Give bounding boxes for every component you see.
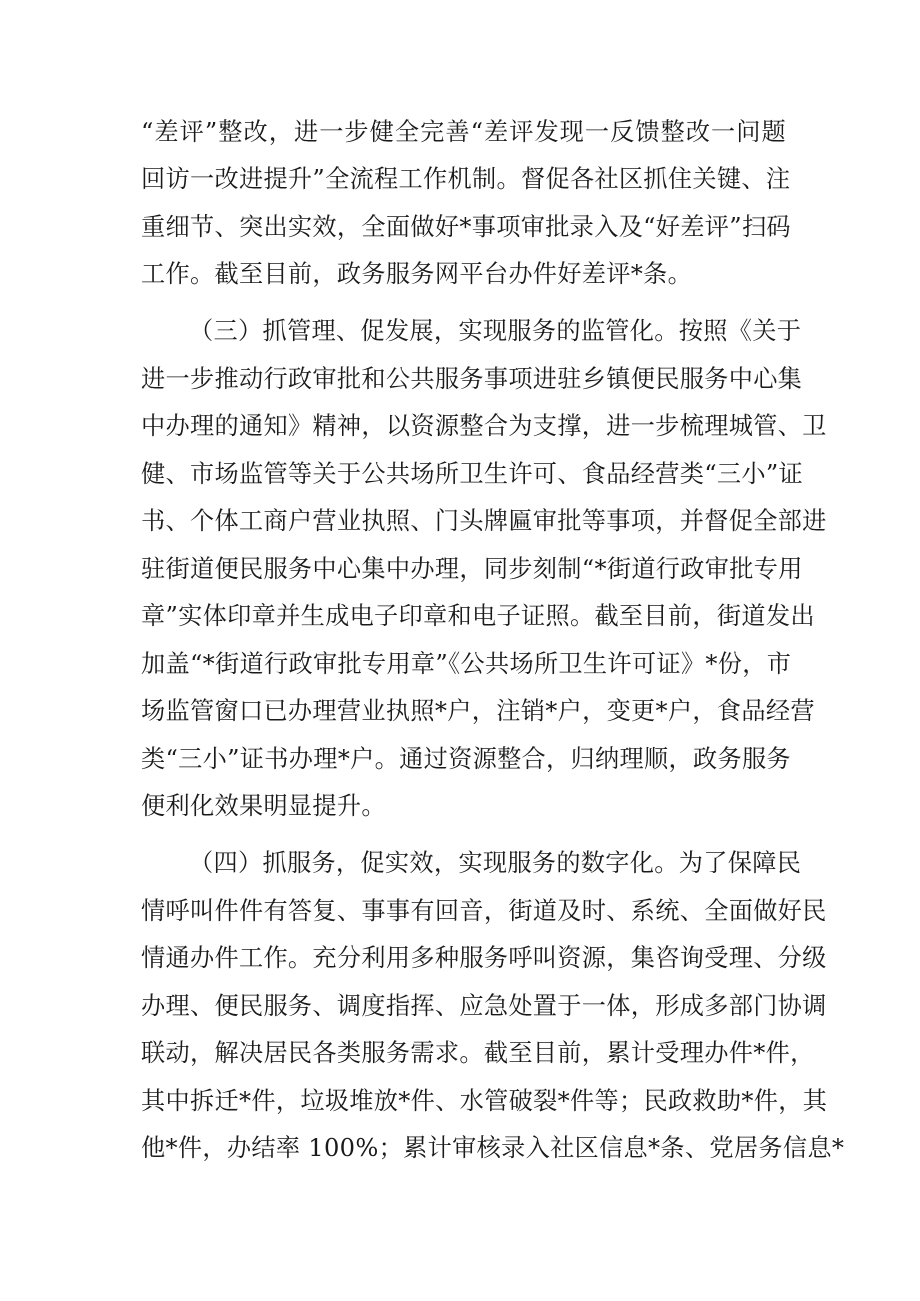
text-line: 便利化效果明显提升。 [141,792,386,820]
text-line: “差评”整改，进一步健全完善“差评发现一反馈整改一问题 [141,118,786,146]
text-line: 书、个体工商户营业执照、门头牌匾审批等事项，并督促全部进 [141,507,827,535]
text-line: 加盖“*街道行政审批专用章”《公共场所卫生许可证》*份，市 [141,650,792,678]
text-line: 其中拆迁*件，垃圾堆放*件、水管破裂*件等；民政救助*件，其 [141,1087,828,1115]
text-line: 他*件，办结率 100%；累计审核录入社区信息*条、党居务信息* [141,1134,845,1162]
text-line: 章”实体印章并生成电子印章和电子证照。截至目前，街道发出 [141,602,815,630]
paragraph-heading-line: （四）抓服务，促实效，实现服务的数字化。为了保障民 [189,849,802,877]
text-line: 进一步推动行政审批和公共服务事项进驻乡镇便民服务中心集 [141,365,803,393]
text-line: 健、市场监管等关于公共场所卫生许可、食品经营类“三小”证 [141,460,804,488]
text-line: 场监管窗口已办理营业执照*户，注销*户，变更*户，食品经营 [141,697,815,725]
text-line: 重细节、突出实效，全面做好*事项审批录入及“好差评”扫码 [141,213,791,241]
text-line: 工作。截至目前，政务服务网平台办件好差评*条。 [141,260,693,288]
text-line: 驻街道便民服务中心集中办理，同步刻制“*街道行政审批专用 [141,555,803,583]
paragraph-heading-line: （三）抓管理、促发展，实现服务的监管化。按照《关于 [189,317,802,345]
text-line: 中办理的通知》精神，以资源整合为支撑，进一步梳理城管、卫 [141,412,827,440]
text-line: 情呼叫件件有答复、事事有回音，街道及时、系统、全面做好民 [141,897,827,925]
text-line: 类“三小”证书办理*户。通过资源整合，归纳理顺，政务服务 [141,745,791,773]
text-line: 回访一改进提升”全流程工作机制。督促各社区抓住关键、注 [141,165,791,193]
text-line: 办理、便民服务、调度指挥、应急处置于一体，形成多部门协调 [141,992,827,1020]
text-line: 联动，解决居民各类服务需求。截至目前，累计受理办件*件， [141,1039,815,1067]
text-line: 情通办件工作。充分利用多种服务呼叫资源，集咨询受理、分级 [141,944,827,972]
